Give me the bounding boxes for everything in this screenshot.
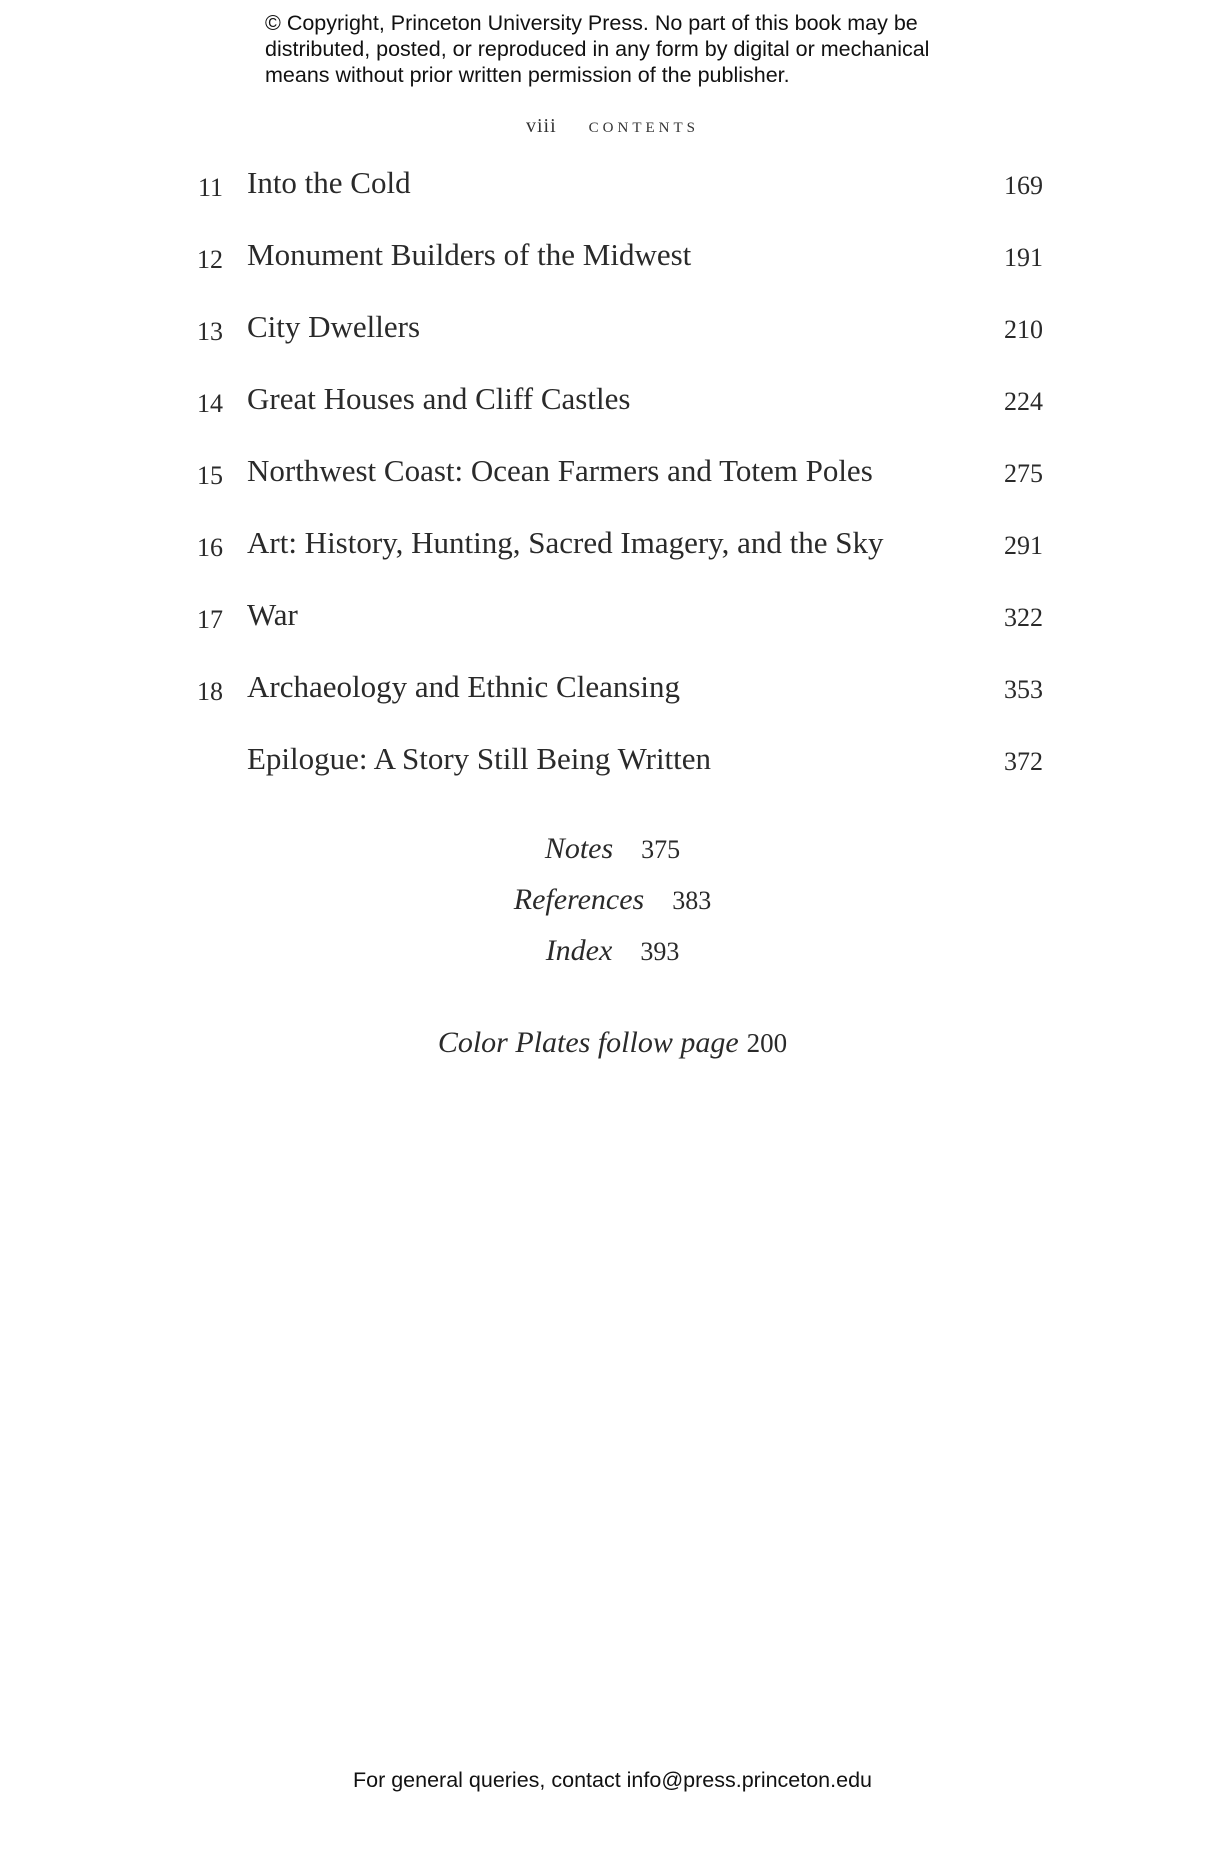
- chapter-number: 13: [197, 317, 223, 346]
- chapter-page: 169: [1004, 171, 1043, 200]
- toc-entry: [0, 237, 1225, 287]
- chapter-number: 14: [197, 389, 223, 418]
- backmatter-index: [0, 934, 1225, 968]
- backmatter-label: References: [513, 883, 645, 916]
- chapter-title: Art: History, Hunting, Sacred Imagery, and the Sky: [247, 525, 884, 560]
- backmatter-references: [0, 883, 1225, 917]
- chapter-title: Into the Cold: [247, 165, 411, 200]
- running-head: [0, 112, 1225, 138]
- chapter-page: 275: [1004, 459, 1043, 488]
- backmatter-page: 383: [672, 886, 712, 915]
- toc-entry: [0, 525, 1225, 575]
- copyright-line: means without prior written permission of the publisher.: [265, 63, 790, 87]
- copyright-line: © Copyright, Princeton University Press. No part of this book may be: [265, 11, 918, 35]
- page-folio: viii: [525, 115, 557, 137]
- chapter-number: 15: [197, 461, 223, 490]
- chapter-title: Monument Builders of the Midwest: [247, 237, 692, 272]
- running-head-title: contents: [588, 112, 699, 137]
- chapter-number: 18: [197, 677, 223, 706]
- color-plates-note: [0, 1026, 1225, 1060]
- chapter-title: City Dwellers: [247, 309, 421, 344]
- chapter-number: 17: [197, 605, 223, 634]
- chapter-page: 191: [1004, 243, 1043, 272]
- toc-entry: [0, 309, 1225, 359]
- toc-entry: [0, 381, 1225, 431]
- chapter-page: 353: [1004, 675, 1043, 704]
- backmatter-page: 375: [641, 835, 681, 864]
- chapter-page: 291: [1004, 531, 1043, 560]
- toc-entry: [0, 597, 1225, 647]
- footer-contact: For general queries, contact info@press.princeton.edu: [352, 1768, 872, 1792]
- chapter-page: 210: [1004, 315, 1043, 344]
- chapter-page: 224: [1004, 387, 1043, 416]
- copyright-line: distributed, posted, or reproduced in any form by digital or mechanical: [265, 37, 930, 61]
- chapter-page: 322: [1004, 603, 1043, 632]
- chapter-number: 11: [197, 173, 223, 202]
- chapter-number: 16: [197, 533, 223, 562]
- chapter-title: Epilogue: A Story Still Being Written: [247, 741, 712, 776]
- chapter-title: Great Houses and Cliff Castles: [247, 381, 631, 416]
- chapter-title: Northwest Coast: Ocean Farmers and Totem Poles: [247, 453, 873, 488]
- chapter-title: War: [247, 597, 298, 632]
- copyright-notice: [265, 10, 1025, 88]
- plates-page: 200: [746, 1028, 788, 1058]
- chapter-page: 372: [1004, 747, 1043, 776]
- toc-entry: [0, 453, 1225, 503]
- backmatter-notes: [0, 832, 1225, 866]
- toc-entry: [0, 165, 1225, 215]
- chapter-number: 12: [197, 245, 223, 274]
- plates-text: Color Plates follow page: [437, 1026, 739, 1059]
- chapter-title: Archaeology and Ethnic Cleansing: [247, 669, 681, 704]
- toc-entry: [0, 669, 1225, 719]
- backmatter-page: 393: [640, 937, 680, 966]
- toc-entry-epilogue: [0, 741, 1225, 791]
- backmatter-label: Index: [545, 934, 613, 967]
- backmatter-label: Notes: [544, 832, 614, 865]
